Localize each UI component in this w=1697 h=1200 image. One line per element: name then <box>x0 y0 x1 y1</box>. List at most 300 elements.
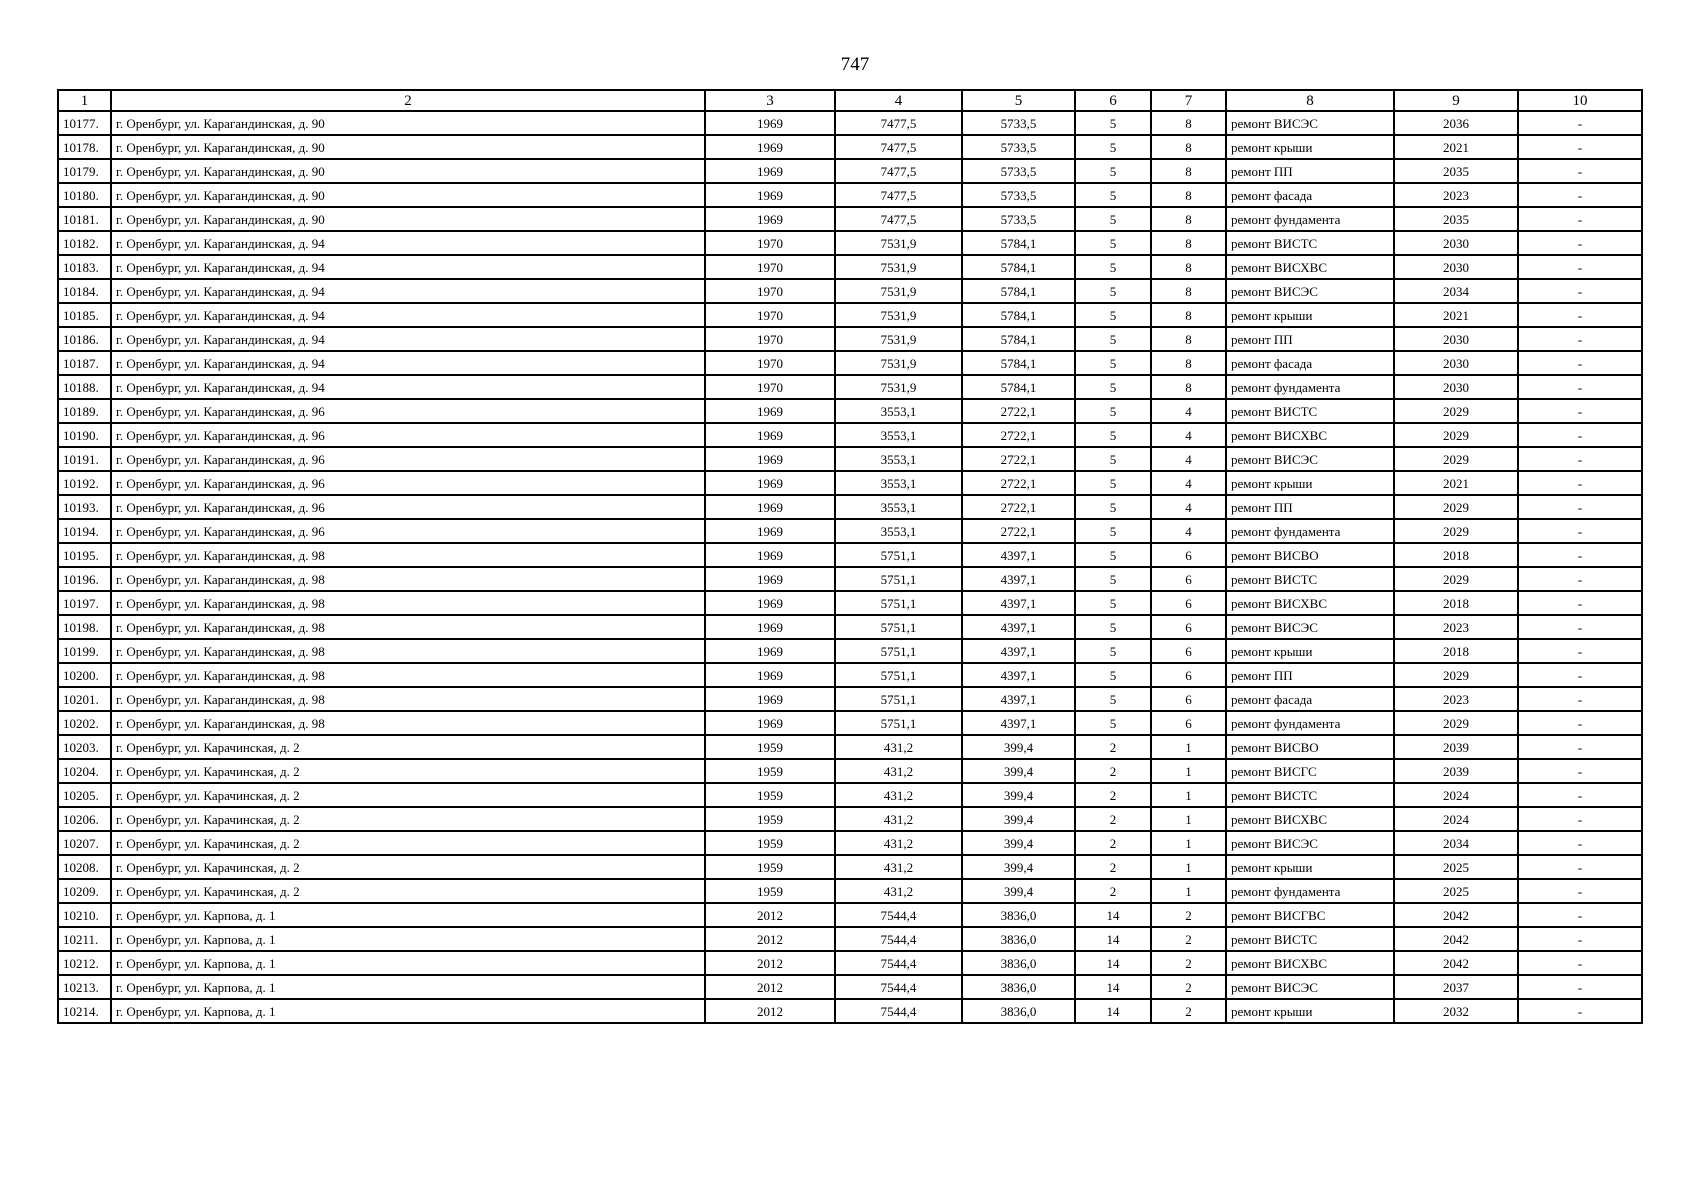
table-row <box>58 807 1642 831</box>
cell-address: г. Оренбург, ул. Карагандинская, д. 98 <box>111 663 705 687</box>
cell-address: г. Оренбург, ул. Карагандинская, д. 98 <box>111 711 705 735</box>
cell-entrances: 6 <box>1151 591 1226 615</box>
cell-address: г. Оренбург, ул. Карагандинская, д. 96 <box>111 447 705 471</box>
cell-floors: 5 <box>1075 303 1151 327</box>
cell-living-area: 4397,1 <box>962 687 1075 711</box>
cell-entrances: 2 <box>1151 927 1226 951</box>
cell-build-year: 1969 <box>705 207 835 231</box>
table-row <box>58 543 1642 567</box>
cell-note: - <box>1518 663 1642 687</box>
cell-floors: 14 <box>1075 903 1151 927</box>
cell-repair-type: ремонт ПП <box>1226 159 1394 183</box>
cell-note: - <box>1518 183 1642 207</box>
column-header-6: 6 <box>1075 90 1151 111</box>
cell-repair-type: ремонт ПП <box>1226 495 1394 519</box>
cell-build-year: 1969 <box>705 495 835 519</box>
cell-entrances: 4 <box>1151 447 1226 471</box>
cell-living-area: 5733,5 <box>962 111 1075 135</box>
cell-address: г. Оренбург, ул. Карпова, д. 1 <box>111 999 705 1023</box>
cell-floors: 5 <box>1075 567 1151 591</box>
cell-floors: 14 <box>1075 951 1151 975</box>
cell-row-number: 10181. <box>58 207 111 231</box>
cell-living-area: 2722,1 <box>962 495 1075 519</box>
cell-row-number: 10182. <box>58 231 111 255</box>
cell-living-area: 3836,0 <box>962 951 1075 975</box>
cell-total-area: 5751,1 <box>835 591 962 615</box>
table-row <box>58 327 1642 351</box>
cell-entrances: 1 <box>1151 831 1226 855</box>
cell-repair-type: ремонт ПП <box>1226 327 1394 351</box>
cell-floors: 5 <box>1075 327 1151 351</box>
cell-repair-year: 2032 <box>1394 999 1518 1023</box>
cell-total-area: 7477,5 <box>835 207 962 231</box>
cell-build-year: 1969 <box>705 711 835 735</box>
cell-floors: 2 <box>1075 879 1151 903</box>
cell-row-number: 10179. <box>58 159 111 183</box>
cell-floors: 2 <box>1075 807 1151 831</box>
cell-repair-year: 2023 <box>1394 687 1518 711</box>
table-row <box>58 687 1642 711</box>
cell-address: г. Оренбург, ул. Карагандинская, д. 94 <box>111 231 705 255</box>
cell-floors: 5 <box>1075 495 1151 519</box>
cell-repair-type: ремонт крыши <box>1226 999 1394 1023</box>
table-row <box>58 351 1642 375</box>
cell-repair-type: ремонт ВИСХВС <box>1226 807 1394 831</box>
cell-total-area: 431,2 <box>835 879 962 903</box>
cell-row-number: 10184. <box>58 279 111 303</box>
table-row <box>58 783 1642 807</box>
cell-repair-year: 2018 <box>1394 591 1518 615</box>
cell-repair-type: ремонт ВИСВО <box>1226 735 1394 759</box>
cell-living-area: 399,4 <box>962 759 1075 783</box>
cell-note: - <box>1518 303 1642 327</box>
cell-repair-year: 2030 <box>1394 327 1518 351</box>
cell-build-year: 1969 <box>705 543 835 567</box>
cell-repair-type: ремонт ВИСВО <box>1226 543 1394 567</box>
page-number: 747 <box>840 54 870 75</box>
cell-address: г. Оренбург, ул. Карачинская, д. 2 <box>111 735 705 759</box>
table-row <box>58 135 1642 159</box>
cell-repair-year: 2034 <box>1394 279 1518 303</box>
cell-row-number: 10203. <box>58 735 111 759</box>
cell-address: г. Оренбург, ул. Карпова, д. 1 <box>111 927 705 951</box>
table-row <box>58 495 1642 519</box>
cell-living-area: 5784,1 <box>962 375 1075 399</box>
cell-entrances: 8 <box>1151 351 1226 375</box>
cell-row-number: 10197. <box>58 591 111 615</box>
cell-row-number: 10188. <box>58 375 111 399</box>
cell-total-area: 7544,4 <box>835 951 962 975</box>
cell-note: - <box>1518 711 1642 735</box>
cell-floors: 14 <box>1075 975 1151 999</box>
cell-repair-type: ремонт фундамента <box>1226 375 1394 399</box>
cell-build-year: 1959 <box>705 831 835 855</box>
column-header-4: 4 <box>835 90 962 111</box>
cell-build-year: 2012 <box>705 951 835 975</box>
cell-repair-year: 2042 <box>1394 903 1518 927</box>
cell-row-number: 10204. <box>58 759 111 783</box>
cell-living-area: 4397,1 <box>962 567 1075 591</box>
cell-living-area: 4397,1 <box>962 591 1075 615</box>
cell-total-area: 5751,1 <box>835 567 962 591</box>
cell-floors: 2 <box>1075 831 1151 855</box>
table-row <box>58 663 1642 687</box>
cell-total-area: 7544,4 <box>835 975 962 999</box>
cell-repair-year: 2042 <box>1394 951 1518 975</box>
cell-build-year: 1970 <box>705 231 835 255</box>
table-row <box>58 423 1642 447</box>
cell-floors: 5 <box>1075 447 1151 471</box>
cell-total-area: 7531,9 <box>835 231 962 255</box>
cell-build-year: 1969 <box>705 591 835 615</box>
cell-row-number: 10180. <box>58 183 111 207</box>
cell-repair-type: ремонт фундамента <box>1226 207 1394 231</box>
cell-entrances: 8 <box>1151 135 1226 159</box>
cell-note: - <box>1518 159 1642 183</box>
cell-floors: 5 <box>1075 591 1151 615</box>
column-header-3: 3 <box>705 90 835 111</box>
cell-row-number: 10201. <box>58 687 111 711</box>
table-header-row <box>58 90 1642 111</box>
repair-schedule-table <box>57 89 1643 1024</box>
cell-address: г. Оренбург, ул. Карагандинская, д. 98 <box>111 687 705 711</box>
cell-address: г. Оренбург, ул. Карагандинская, д. 96 <box>111 423 705 447</box>
cell-living-area: 399,4 <box>962 783 1075 807</box>
cell-build-year: 1970 <box>705 375 835 399</box>
cell-repair-type: ремонт фасада <box>1226 687 1394 711</box>
cell-note: - <box>1518 879 1642 903</box>
cell-address: г. Оренбург, ул. Карагандинская, д. 90 <box>111 183 705 207</box>
cell-living-area: 4397,1 <box>962 663 1075 687</box>
cell-total-area: 7531,9 <box>835 327 962 351</box>
cell-repair-year: 2030 <box>1394 351 1518 375</box>
cell-total-area: 7531,9 <box>835 255 962 279</box>
cell-repair-type: ремонт ВИСХВС <box>1226 255 1394 279</box>
cell-living-area: 5733,5 <box>962 135 1075 159</box>
cell-build-year: 1969 <box>705 447 835 471</box>
cell-repair-year: 2030 <box>1394 255 1518 279</box>
column-header-7: 7 <box>1151 90 1226 111</box>
cell-living-area: 4397,1 <box>962 543 1075 567</box>
cell-row-number: 10206. <box>58 807 111 831</box>
cell-total-area: 7544,4 <box>835 903 962 927</box>
cell-note: - <box>1518 351 1642 375</box>
cell-floors: 5 <box>1075 615 1151 639</box>
cell-repair-year: 2030 <box>1394 375 1518 399</box>
cell-entrances: 4 <box>1151 471 1226 495</box>
cell-build-year: 1969 <box>705 135 835 159</box>
cell-row-number: 10177. <box>58 111 111 135</box>
cell-entrances: 8 <box>1151 207 1226 231</box>
cell-repair-year: 2029 <box>1394 447 1518 471</box>
cell-total-area: 3553,1 <box>835 423 962 447</box>
cell-build-year: 1970 <box>705 279 835 303</box>
cell-repair-type: ремонт ВИСХВС <box>1226 591 1394 615</box>
column-header-2: 2 <box>111 90 705 111</box>
cell-row-number: 10196. <box>58 567 111 591</box>
cell-floors: 2 <box>1075 855 1151 879</box>
cell-total-area: 3553,1 <box>835 471 962 495</box>
cell-total-area: 7477,5 <box>835 135 962 159</box>
cell-address: г. Оренбург, ул. Карагандинская, д. 90 <box>111 207 705 231</box>
cell-living-area: 5784,1 <box>962 255 1075 279</box>
cell-build-year: 2012 <box>705 999 835 1023</box>
cell-build-year: 1959 <box>705 855 835 879</box>
cell-entrances: 8 <box>1151 111 1226 135</box>
cell-entrances: 6 <box>1151 687 1226 711</box>
cell-repair-year: 2029 <box>1394 423 1518 447</box>
table-row <box>58 399 1642 423</box>
cell-repair-year: 2023 <box>1394 615 1518 639</box>
cell-total-area: 431,2 <box>835 783 962 807</box>
cell-build-year: 1969 <box>705 399 835 423</box>
cell-living-area: 5784,1 <box>962 351 1075 375</box>
cell-total-area: 5751,1 <box>835 711 962 735</box>
cell-living-area: 5784,1 <box>962 279 1075 303</box>
cell-entrances: 2 <box>1151 903 1226 927</box>
cell-repair-type: ремонт фасада <box>1226 183 1394 207</box>
cell-living-area: 5733,5 <box>962 159 1075 183</box>
cell-note: - <box>1518 591 1642 615</box>
cell-floors: 5 <box>1075 279 1151 303</box>
cell-total-area: 7477,5 <box>835 183 962 207</box>
cell-total-area: 431,2 <box>835 855 962 879</box>
cell-address: г. Оренбург, ул. Карагандинская, д. 96 <box>111 495 705 519</box>
cell-row-number: 10195. <box>58 543 111 567</box>
cell-repair-year: 2035 <box>1394 207 1518 231</box>
cell-total-area: 3553,1 <box>835 495 962 519</box>
cell-address: г. Оренбург, ул. Карагандинская, д. 96 <box>111 519 705 543</box>
cell-note: - <box>1518 999 1642 1023</box>
cell-total-area: 7531,9 <box>835 375 962 399</box>
cell-note: - <box>1518 447 1642 471</box>
cell-address: г. Оренбург, ул. Карагандинская, д. 94 <box>111 375 705 399</box>
column-header-10: 10 <box>1518 90 1642 111</box>
cell-repair-type: ремонт ВИСГС <box>1226 759 1394 783</box>
cell-note: - <box>1518 471 1642 495</box>
cell-total-area: 431,2 <box>835 735 962 759</box>
cell-living-area: 5784,1 <box>962 231 1075 255</box>
cell-floors: 2 <box>1075 783 1151 807</box>
cell-row-number: 10193. <box>58 495 111 519</box>
cell-address: г. Оренбург, ул. Карагандинская, д. 98 <box>111 591 705 615</box>
cell-total-area: 5751,1 <box>835 663 962 687</box>
cell-floors: 5 <box>1075 375 1151 399</box>
cell-total-area: 5751,1 <box>835 543 962 567</box>
cell-living-area: 5733,5 <box>962 207 1075 231</box>
cell-entrances: 1 <box>1151 807 1226 831</box>
cell-living-area: 399,4 <box>962 807 1075 831</box>
cell-note: - <box>1518 807 1642 831</box>
cell-floors: 5 <box>1075 423 1151 447</box>
cell-living-area: 399,4 <box>962 879 1075 903</box>
cell-note: - <box>1518 567 1642 591</box>
cell-total-area: 7544,4 <box>835 999 962 1023</box>
table-row <box>58 759 1642 783</box>
cell-entrances: 2 <box>1151 951 1226 975</box>
cell-repair-year: 2029 <box>1394 495 1518 519</box>
cell-repair-year: 2018 <box>1394 639 1518 663</box>
cell-row-number: 10185. <box>58 303 111 327</box>
cell-living-area: 2722,1 <box>962 447 1075 471</box>
cell-address: г. Оренбург, ул. Карагандинская, д. 94 <box>111 255 705 279</box>
cell-note: - <box>1518 759 1642 783</box>
cell-entrances: 8 <box>1151 183 1226 207</box>
cell-note: - <box>1518 783 1642 807</box>
cell-build-year: 1959 <box>705 759 835 783</box>
cell-floors: 5 <box>1075 207 1151 231</box>
table-row <box>58 831 1642 855</box>
cell-entrances: 8 <box>1151 327 1226 351</box>
cell-address: г. Оренбург, ул. Карачинская, д. 2 <box>111 855 705 879</box>
table-row <box>58 183 1642 207</box>
cell-repair-type: ремонт ВИСЭС <box>1226 615 1394 639</box>
cell-total-area: 7531,9 <box>835 303 962 327</box>
cell-build-year: 1959 <box>705 879 835 903</box>
cell-floors: 5 <box>1075 111 1151 135</box>
cell-note: - <box>1518 423 1642 447</box>
cell-address: г. Оренбург, ул. Карпова, д. 1 <box>111 951 705 975</box>
cell-build-year: 1969 <box>705 663 835 687</box>
table-row <box>58 591 1642 615</box>
cell-floors: 5 <box>1075 351 1151 375</box>
cell-repair-type: ремонт крыши <box>1226 303 1394 327</box>
cell-total-area: 5751,1 <box>835 615 962 639</box>
cell-living-area: 3836,0 <box>962 975 1075 999</box>
cell-address: г. Оренбург, ул. Карачинская, д. 2 <box>111 807 705 831</box>
cell-build-year: 1969 <box>705 519 835 543</box>
cell-note: - <box>1518 255 1642 279</box>
cell-living-area: 5784,1 <box>962 303 1075 327</box>
cell-address: г. Оренбург, ул. Карагандинская, д. 98 <box>111 615 705 639</box>
cell-total-area: 431,2 <box>835 807 962 831</box>
cell-living-area: 3836,0 <box>962 903 1075 927</box>
cell-living-area: 2722,1 <box>962 399 1075 423</box>
cell-build-year: 1970 <box>705 255 835 279</box>
cell-note: - <box>1518 951 1642 975</box>
table-row <box>58 447 1642 471</box>
table-row <box>58 111 1642 135</box>
cell-repair-type: ремонт фасада <box>1226 351 1394 375</box>
cell-note: - <box>1518 735 1642 759</box>
cell-entrances: 8 <box>1151 159 1226 183</box>
cell-floors: 5 <box>1075 159 1151 183</box>
table-row <box>58 255 1642 279</box>
cell-repair-year: 2025 <box>1394 879 1518 903</box>
cell-row-number: 10186. <box>58 327 111 351</box>
cell-repair-year: 2021 <box>1394 303 1518 327</box>
cell-build-year: 1969 <box>705 687 835 711</box>
table-row <box>58 855 1642 879</box>
cell-living-area: 5733,5 <box>962 183 1075 207</box>
table-row <box>58 471 1642 495</box>
cell-build-year: 1969 <box>705 423 835 447</box>
cell-build-year: 2012 <box>705 975 835 999</box>
cell-repair-type: ремонт ПП <box>1226 663 1394 687</box>
table-row <box>58 879 1642 903</box>
cell-repair-year: 2029 <box>1394 519 1518 543</box>
cell-row-number: 10198. <box>58 615 111 639</box>
table-row <box>58 519 1642 543</box>
cell-repair-year: 2025 <box>1394 855 1518 879</box>
cell-repair-year: 2021 <box>1394 135 1518 159</box>
cell-floors: 5 <box>1075 471 1151 495</box>
cell-address: г. Оренбург, ул. Карагандинская, д. 94 <box>111 351 705 375</box>
cell-repair-year: 2023 <box>1394 183 1518 207</box>
cell-living-area: 399,4 <box>962 831 1075 855</box>
cell-note: - <box>1518 375 1642 399</box>
cell-build-year: 2012 <box>705 927 835 951</box>
cell-repair-type: ремонт ВИСЭС <box>1226 975 1394 999</box>
table-row <box>58 375 1642 399</box>
cell-entrances: 6 <box>1151 615 1226 639</box>
cell-row-number: 10209. <box>58 879 111 903</box>
cell-address: г. Оренбург, ул. Карачинская, д. 2 <box>111 879 705 903</box>
cell-build-year: 1969 <box>705 159 835 183</box>
table-body <box>58 111 1642 1023</box>
cell-total-area: 3553,1 <box>835 447 962 471</box>
cell-repair-year: 2021 <box>1394 471 1518 495</box>
cell-build-year: 1969 <box>705 639 835 663</box>
cell-entrances: 1 <box>1151 783 1226 807</box>
cell-row-number: 10189. <box>58 399 111 423</box>
cell-row-number: 10187. <box>58 351 111 375</box>
table-row <box>58 903 1642 927</box>
cell-floors: 2 <box>1075 735 1151 759</box>
cell-note: - <box>1518 687 1642 711</box>
cell-row-number: 10190. <box>58 423 111 447</box>
cell-living-area: 4397,1 <box>962 615 1075 639</box>
cell-note: - <box>1518 543 1642 567</box>
column-header-9: 9 <box>1394 90 1518 111</box>
cell-build-year: 1969 <box>705 111 835 135</box>
cell-living-area: 3836,0 <box>962 927 1075 951</box>
cell-repair-type: ремонт крыши <box>1226 639 1394 663</box>
cell-living-area: 4397,1 <box>962 639 1075 663</box>
cell-row-number: 10178. <box>58 135 111 159</box>
cell-row-number: 10213. <box>58 975 111 999</box>
cell-row-number: 10192. <box>58 471 111 495</box>
cell-build-year: 2012 <box>705 903 835 927</box>
column-header-8: 8 <box>1226 90 1394 111</box>
cell-note: - <box>1518 327 1642 351</box>
cell-row-number: 10207. <box>58 831 111 855</box>
cell-repair-type: ремонт ВИСЭС <box>1226 831 1394 855</box>
cell-row-number: 10202. <box>58 711 111 735</box>
cell-build-year: 1959 <box>705 783 835 807</box>
cell-address: г. Оренбург, ул. Карпова, д. 1 <box>111 903 705 927</box>
cell-entrances: 6 <box>1151 639 1226 663</box>
cell-note: - <box>1518 519 1642 543</box>
cell-entrances: 8 <box>1151 279 1226 303</box>
cell-floors: 5 <box>1075 255 1151 279</box>
cell-entrances: 6 <box>1151 663 1226 687</box>
cell-repair-year: 2030 <box>1394 231 1518 255</box>
cell-repair-type: ремонт ВИСЭС <box>1226 111 1394 135</box>
cell-repair-year: 2018 <box>1394 543 1518 567</box>
table-row <box>58 615 1642 639</box>
cell-floors: 5 <box>1075 687 1151 711</box>
cell-total-area: 3553,1 <box>835 519 962 543</box>
cell-repair-type: ремонт фундамента <box>1226 711 1394 735</box>
cell-floors: 2 <box>1075 759 1151 783</box>
cell-living-area: 2722,1 <box>962 519 1075 543</box>
cell-repair-type: ремонт крыши <box>1226 855 1394 879</box>
cell-repair-year: 2039 <box>1394 735 1518 759</box>
cell-note: - <box>1518 927 1642 951</box>
cell-total-area: 7531,9 <box>835 279 962 303</box>
cell-address: г. Оренбург, ул. Карагандинская, д. 94 <box>111 303 705 327</box>
